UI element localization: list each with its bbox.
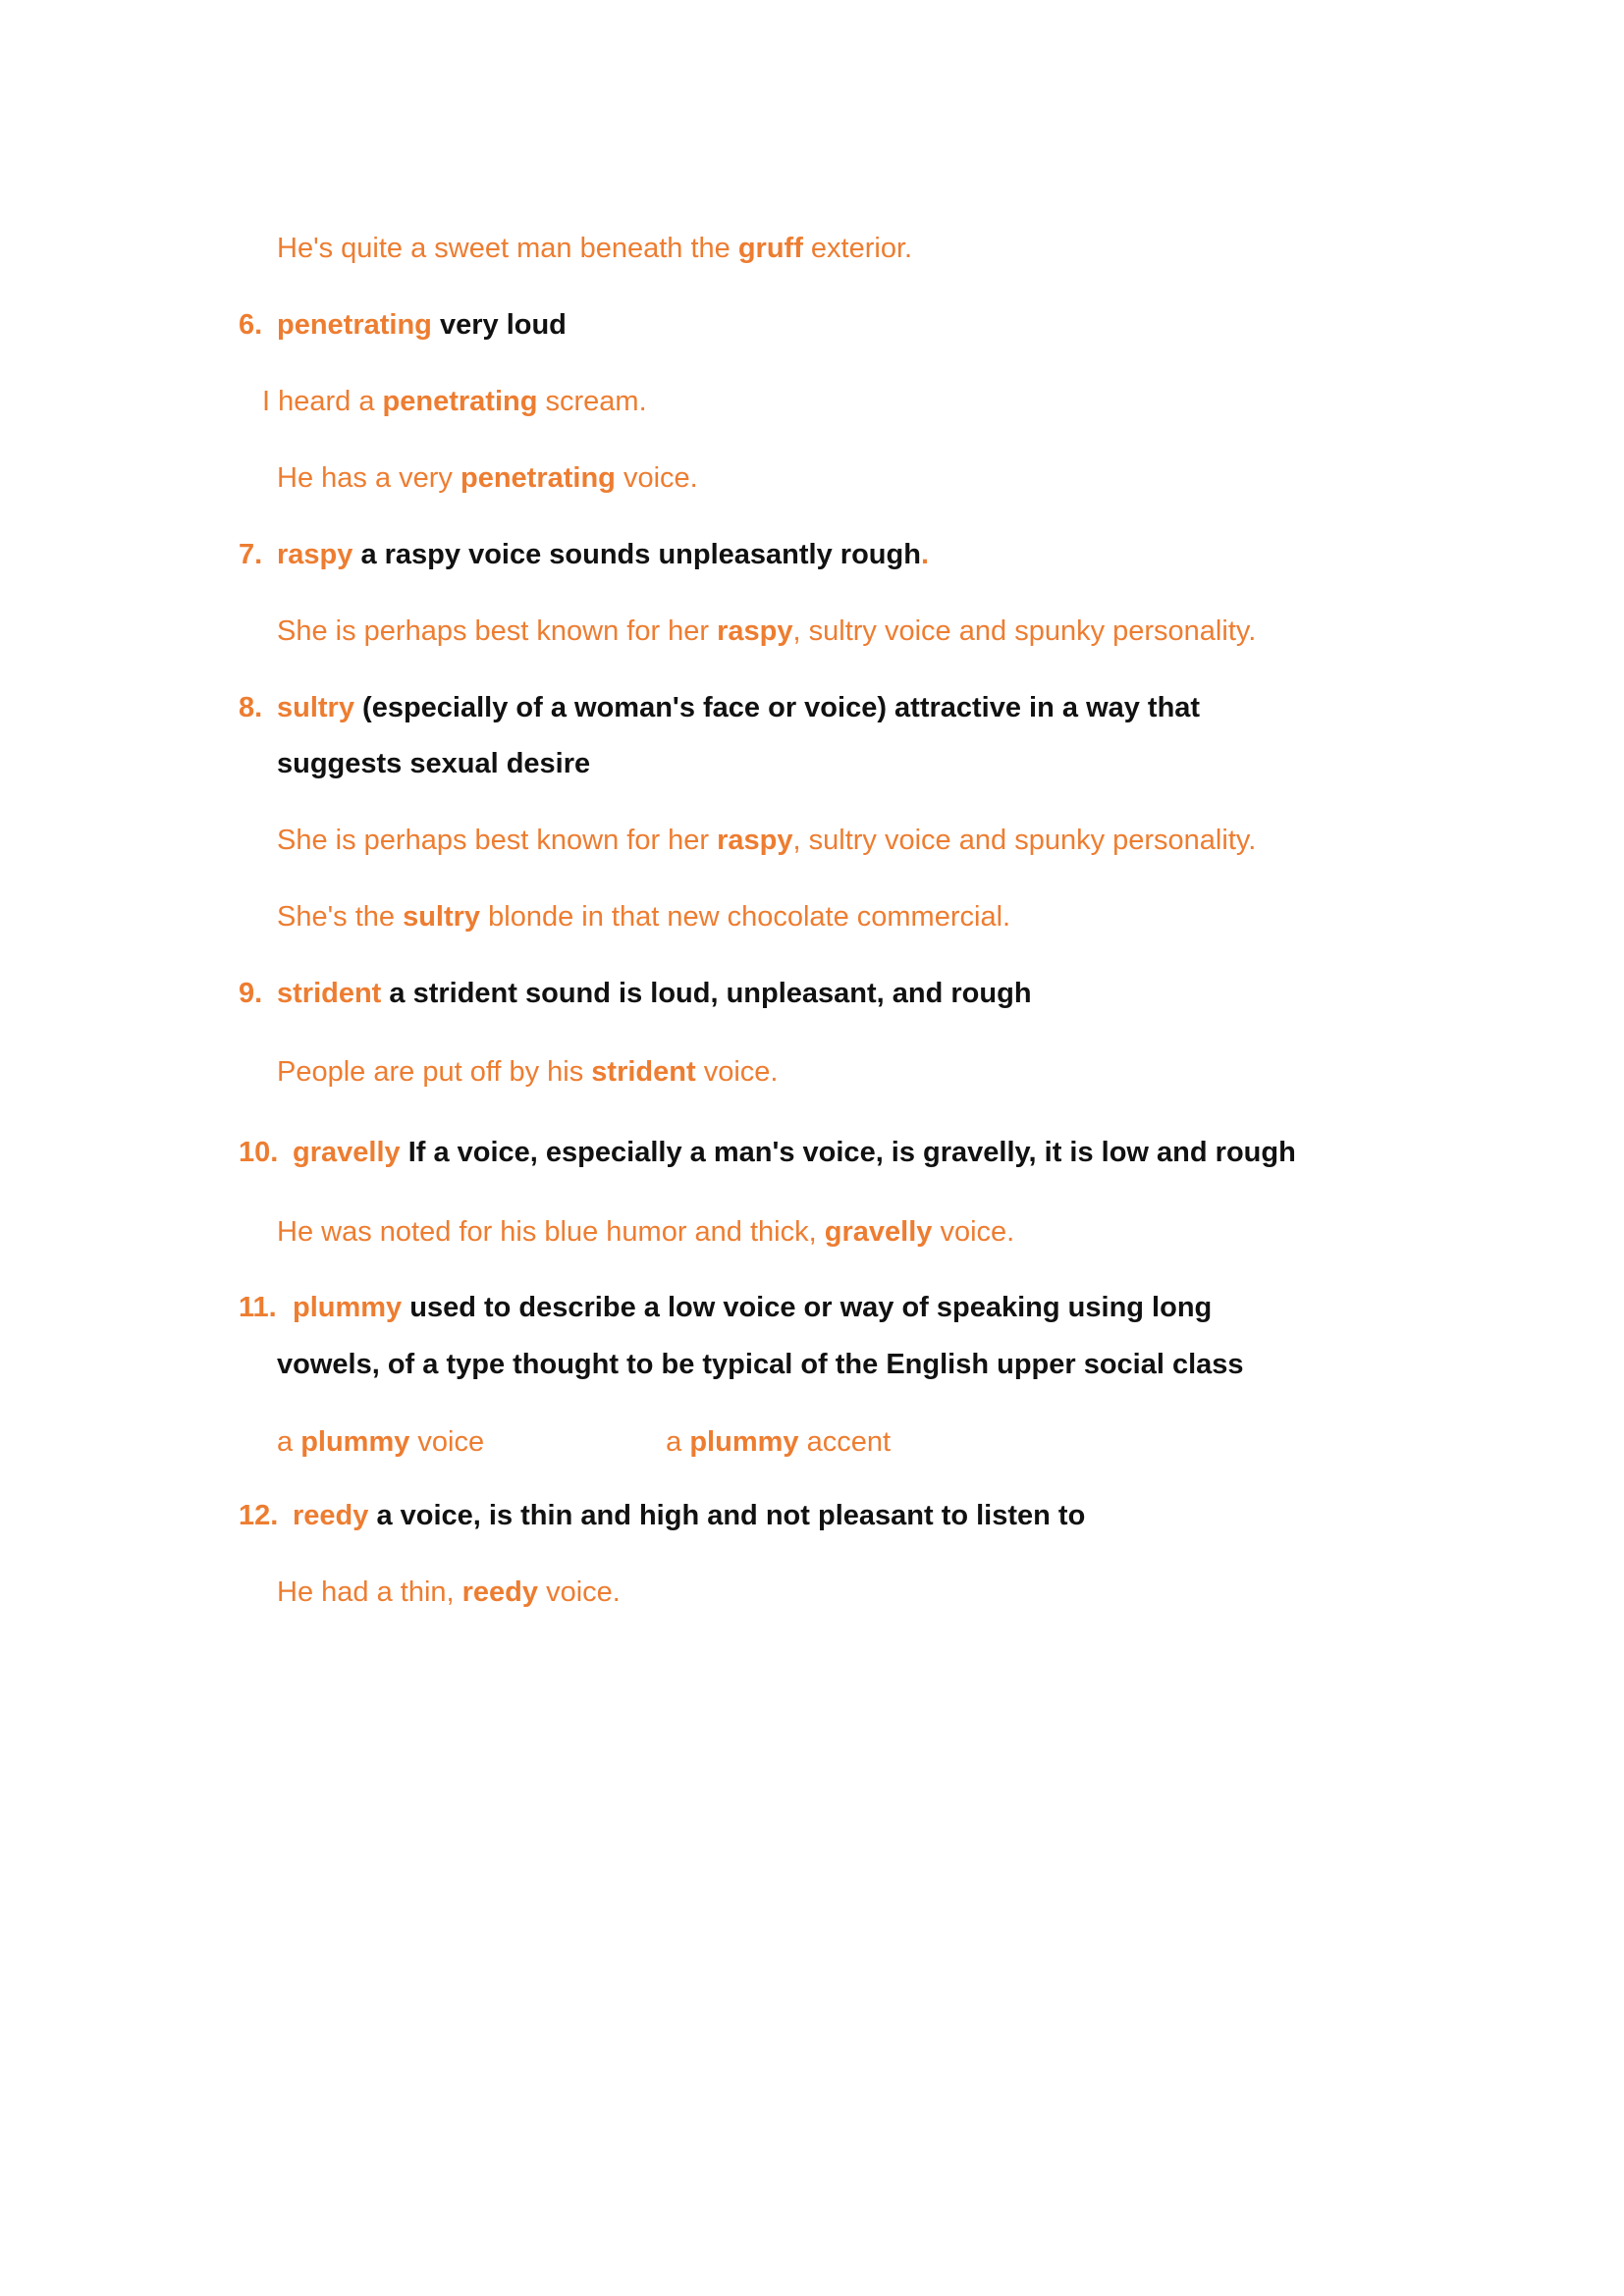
example-reedy-seg-0: He had a thin, xyxy=(277,1576,462,1608)
item-11-plummy-line-2 xyxy=(277,1347,1244,1382)
example-raspy-2-seg-1: raspy xyxy=(717,825,793,856)
example-raspy-2-seg-2: , sultry voice and spunky personality. xyxy=(792,825,1257,856)
example-strident-seg-1: strident xyxy=(591,1056,696,1088)
item-8-sultry-line-1-seg-0: sultry xyxy=(277,692,354,723)
example-raspy-1-seg-0: She is perhaps best known for her xyxy=(277,615,718,647)
example-strident-seg-0: People are put off by his xyxy=(277,1056,592,1088)
example-reedy xyxy=(277,1575,621,1610)
item-10-gravelly-seg-0: gravelly xyxy=(293,1137,401,1168)
example-sultry xyxy=(277,899,1010,934)
example-strident xyxy=(277,1054,778,1090)
example-raspy-1 xyxy=(277,614,1256,649)
item-7-raspy xyxy=(239,537,929,572)
example-penetrating-1-seg-2: scream. xyxy=(537,386,647,417)
example-raspy-1-seg-1: raspy xyxy=(717,615,793,647)
example-gravelly xyxy=(277,1214,1014,1250)
item-6-penetrating-seg-0: penetrating xyxy=(277,309,432,341)
item-12-reedy xyxy=(239,1498,1085,1533)
item-6-penetrating-seg-1: very loud xyxy=(431,309,567,341)
example-penetrating-1 xyxy=(262,384,647,419)
item-12-reedy-seg-1: a voice, is thin and high and not pleasant to listen to xyxy=(368,1500,1086,1531)
item-8-sultry-line-1 xyxy=(239,690,1200,725)
example-gruff-seg-2: exterior. xyxy=(802,233,913,264)
item-9-strident xyxy=(239,976,1032,1011)
item-11-plummy-line-1-seg-0: plummy xyxy=(293,1292,403,1323)
example-plummy xyxy=(277,1424,891,1460)
item-12-reedy-number: 12. xyxy=(239,1500,279,1531)
item-11-plummy-line-2-seg-0: vowels, of a type thought to be typical of the English upper social class xyxy=(277,1349,1244,1380)
example-plummy-seg-6: accent xyxy=(798,1426,892,1458)
item-7-raspy-seg-0: raspy xyxy=(277,539,353,570)
example-gruff xyxy=(277,231,912,266)
example-penetrating-2-seg-1: penetrating xyxy=(460,462,616,494)
example-penetrating-2-seg-0: He has a very xyxy=(277,462,460,494)
example-penetrating-1-seg-0: I heard a xyxy=(262,386,383,417)
example-gravelly-seg-0: He was noted for his blue humor and thick, xyxy=(277,1216,825,1248)
item-11-plummy-line-1-number: 11. xyxy=(239,1292,277,1323)
example-plummy-seg-2: voice xyxy=(409,1426,485,1458)
item-7-raspy-seg-1: a raspy voice sounds unpleasantly rough xyxy=(352,539,921,570)
example-reedy-seg-1: reedy xyxy=(461,1576,539,1608)
example-raspy-2 xyxy=(277,823,1256,858)
item-11-plummy-line-1 xyxy=(239,1290,1212,1325)
item-10-gravelly-seg-1: If a voice, especially a man's voice, is gravelly, it is low and rough xyxy=(400,1137,1296,1168)
item-9-strident-seg-1: a strident sound is loud, unpleasant, and rough xyxy=(381,978,1032,1009)
example-gravelly-seg-2: voice. xyxy=(932,1216,1015,1248)
example-penetrating-2 xyxy=(277,460,698,496)
example-plummy-seg-1: plummy xyxy=(300,1426,410,1458)
example-sultry-seg-2: blonde in that new chocolate commercial. xyxy=(480,901,1011,933)
item-8-sultry-line-2 xyxy=(277,746,590,781)
example-sultry-seg-0: She's the xyxy=(277,901,404,933)
example-gravelly-seg-1: gravelly xyxy=(824,1216,933,1248)
item-11-plummy-line-1-seg-1: used to describe a low voice or way of speaking using long xyxy=(402,1292,1213,1323)
item-6-penetrating xyxy=(239,307,567,343)
item-7-raspy-seg-2: . xyxy=(920,539,929,570)
item-8-sultry-line-2-seg-0: suggests sexual desire xyxy=(277,748,591,779)
item-9-strident-number: 9. xyxy=(239,978,263,1009)
example-sultry-seg-1: sultry xyxy=(403,901,481,933)
item-8-sultry-line-1-seg-1: (especially of a woman's face or voice) attractive in a way that xyxy=(353,692,1201,723)
example-plummy-seg-4: a xyxy=(666,1426,690,1458)
example-gruff-seg-1: gruff xyxy=(737,233,803,264)
example-gruff-seg-0: He's quite a sweet man beneath the xyxy=(277,233,738,264)
item-12-reedy-seg-0: reedy xyxy=(293,1500,369,1531)
item-10-gravelly-number: 10. xyxy=(239,1137,279,1168)
item-9-strident-seg-0: strident xyxy=(277,978,382,1009)
item-10-gravelly xyxy=(239,1135,1296,1170)
example-penetrating-2-seg-2: voice. xyxy=(615,462,698,494)
example-raspy-1-seg-2: , sultry voice and spunky personality. xyxy=(792,615,1257,647)
item-8-sultry-line-1-number: 8. xyxy=(239,692,263,723)
example-strident-seg-2: voice. xyxy=(695,1056,779,1088)
example-plummy-seg-5: plummy xyxy=(689,1426,799,1458)
item-6-penetrating-number: 6. xyxy=(239,309,263,341)
item-7-raspy-number: 7. xyxy=(239,539,263,570)
example-penetrating-1-seg-1: penetrating xyxy=(382,386,538,417)
example-reedy-seg-2: voice. xyxy=(538,1576,621,1608)
example-raspy-2-seg-0: She is perhaps best known for her xyxy=(277,825,718,856)
example-plummy-seg-0: a xyxy=(277,1426,301,1458)
